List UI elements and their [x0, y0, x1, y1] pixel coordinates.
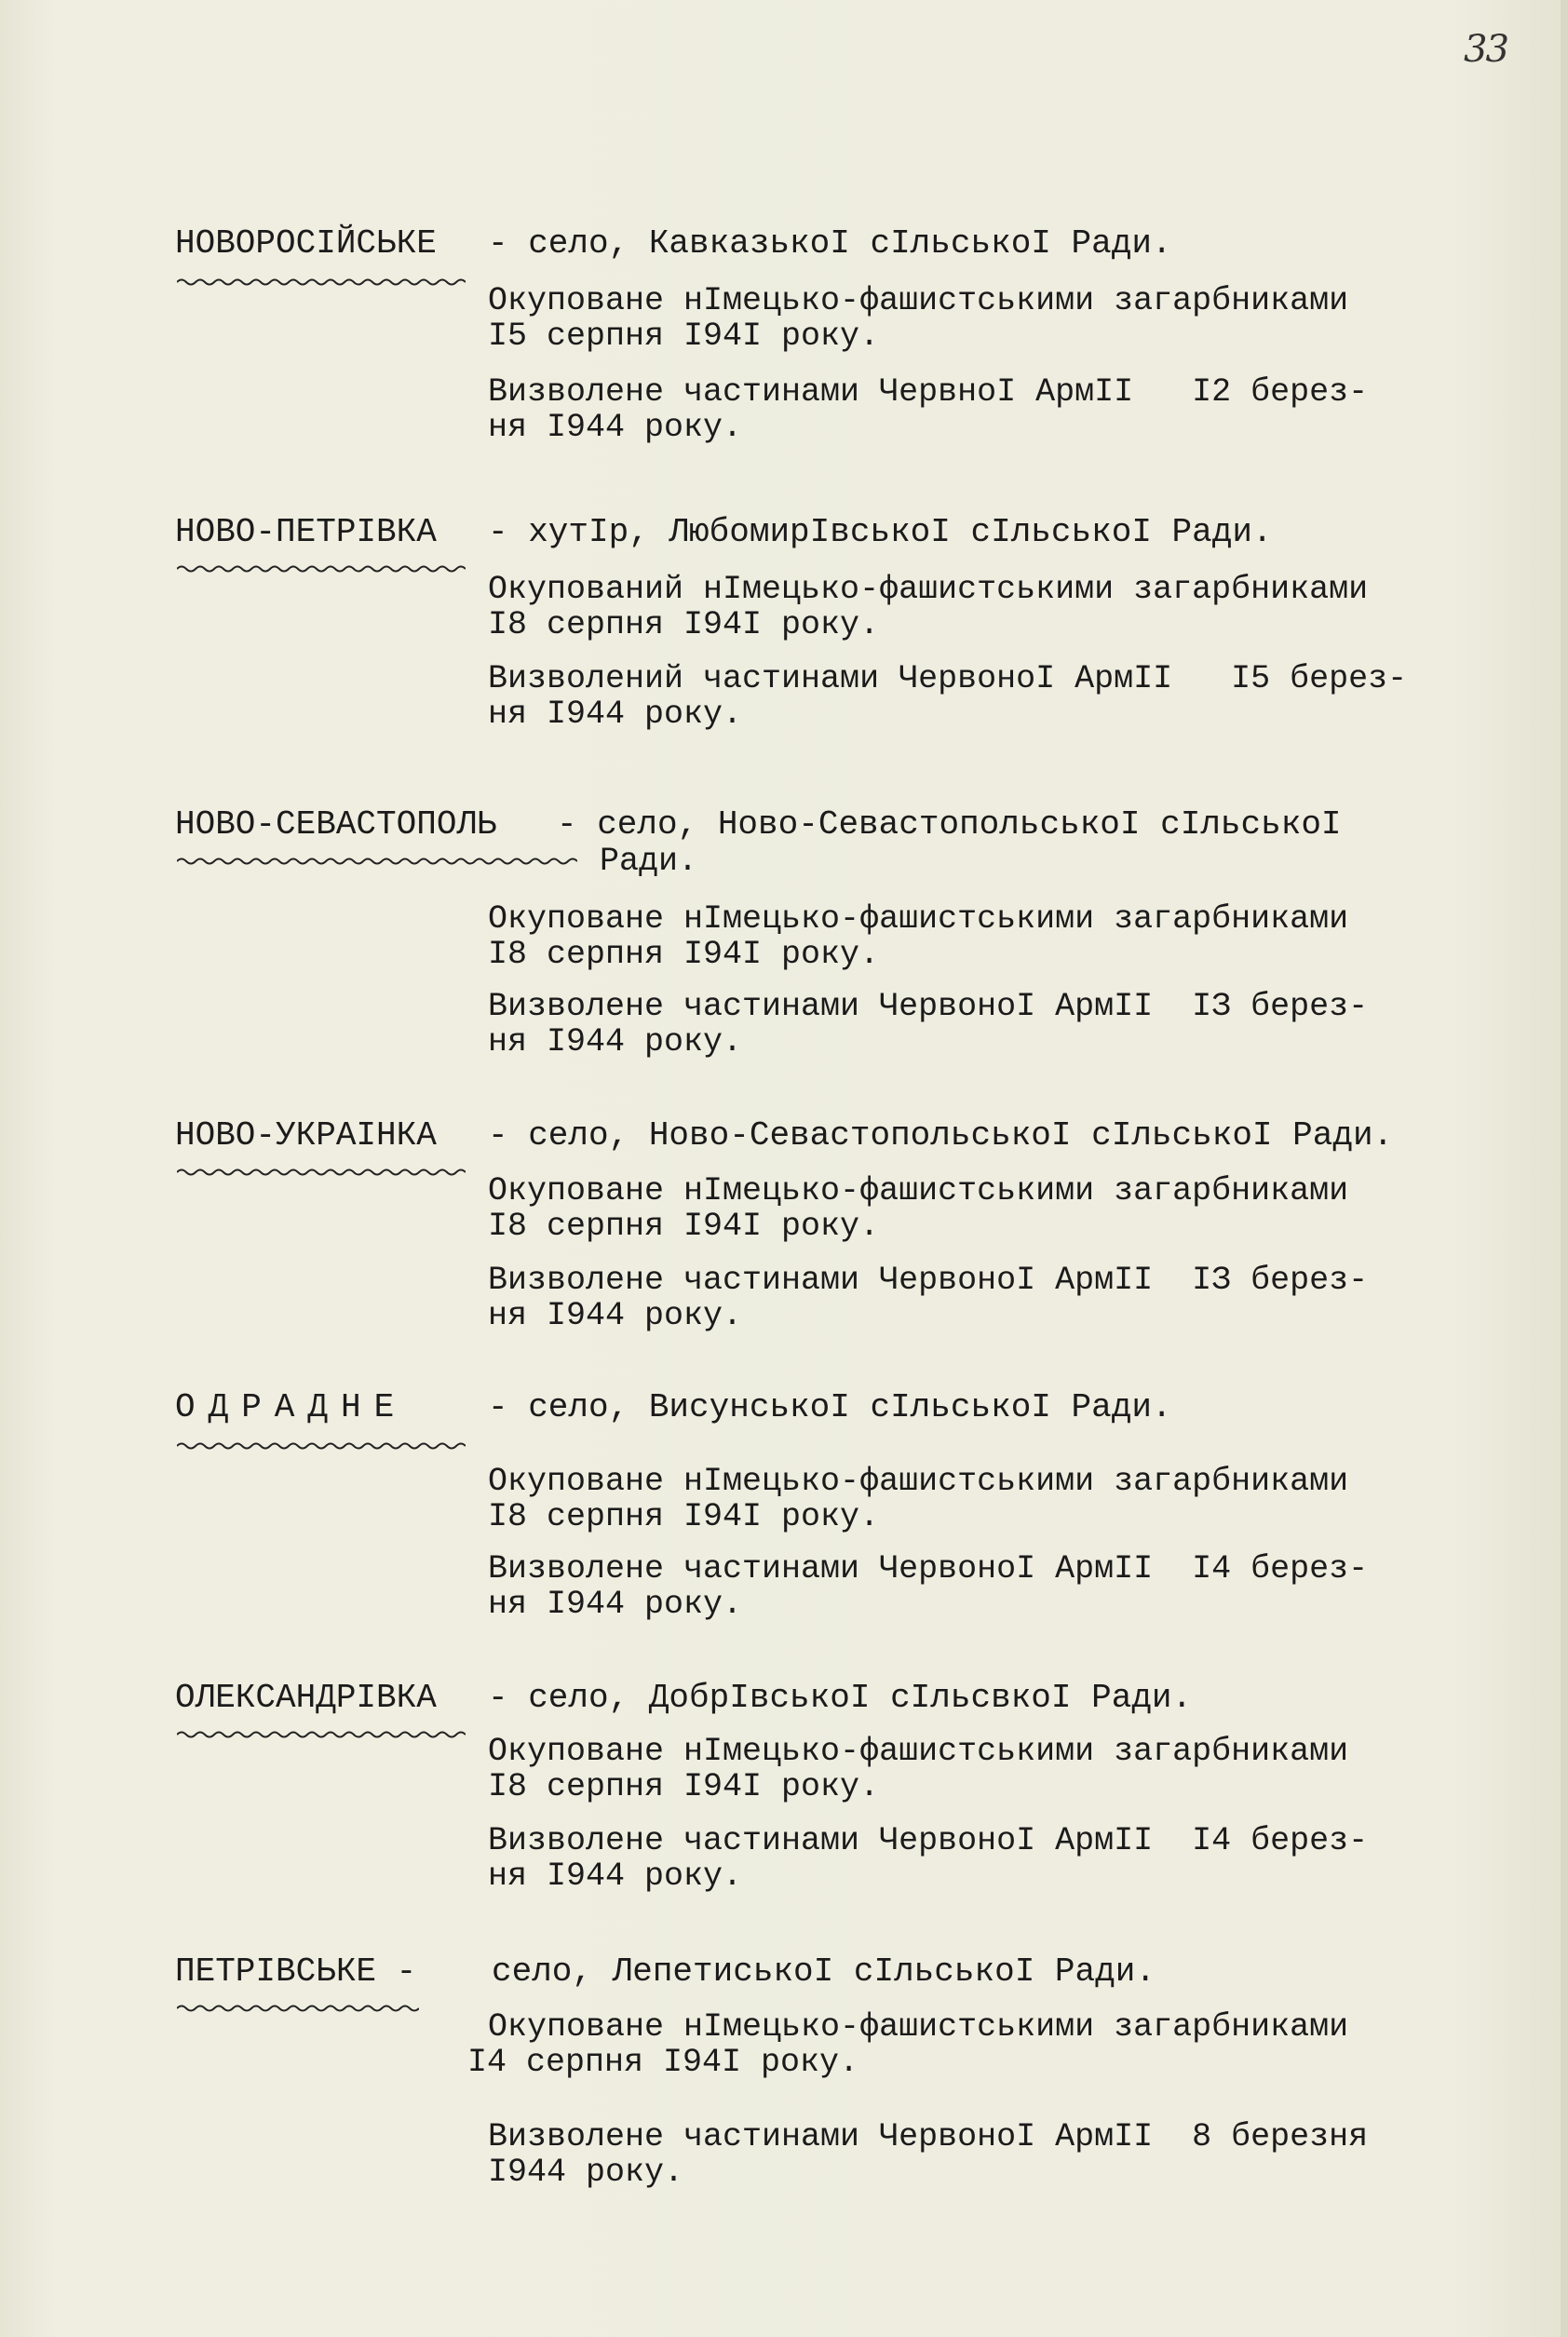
liberated-line-2: ня І944 року.: [488, 1857, 743, 1895]
occupied-line-1: Окуповане нІмецько-фашистськими загарбниками: [488, 900, 1349, 938]
entry-description: село, ЛепетиськоІ сІльськоІ Ради.: [492, 1952, 1156, 1991]
entry-name: НОВО-УКРАІНКА: [175, 1116, 437, 1155]
entry-description-cont: Ради.: [600, 843, 698, 880]
occupied-line-1: Окуповане нІмецько-фашистськими загарбниками: [488, 2008, 1349, 2046]
liberated-line-2: ня І944 року.: [488, 1023, 743, 1060]
liberated-line-1: Визволене частинами ЧервоноІ АрмІІ І4 берез-: [488, 1550, 1369, 1587]
liberated-line-1: Визволене частинами ЧервоноІ АрмІІ ІЗ берез-: [488, 1262, 1369, 1299]
entry-name: ПЕТРІВСЬКЕ -: [175, 1952, 417, 1991]
page-number: 33: [1464, 28, 1507, 71]
page-edge: [1561, 0, 1568, 2337]
entry-description: - село, Ново-СевастопольськоІ сІльськоІ Ради.: [488, 1116, 1394, 1155]
occupied-line-1: Окуповане нІмецько-фашистськими загарбниками: [488, 1463, 1349, 1500]
liberated-line-2: ня І944 року.: [488, 1586, 743, 1623]
liberated-line-1: Визволене частинами ЧервноІ АрмІІ І2 берез-: [488, 373, 1369, 411]
entry-name: ОЛЕКСАНДРІВКА: [175, 1679, 437, 1717]
entry-name: НОВО-ПЕТРІВКА: [175, 513, 437, 551]
occupied-line-2: І8 серпня І94І року.: [488, 1208, 880, 1245]
wavy-underline: [177, 564, 466, 574]
occupied-line-1: Окуповане нІмецько-фашистськими загарбниками: [488, 282, 1349, 319]
liberated-line-2: ня І944 року.: [488, 696, 743, 733]
wavy-underline: [177, 277, 466, 287]
occupied-line-2: І4 серпня І94І року.: [467, 2044, 859, 2081]
entry-description: - хутІр, ЛюбомирІвськоІ сІльськоІ Ради.: [488, 513, 1273, 551]
occupied-line-1: Окуповане нІмецько-фашистськими загарбниками: [488, 1733, 1349, 1770]
wavy-underline: [177, 857, 577, 866]
occupied-line-2: І8 серпня І94І року.: [488, 1498, 880, 1535]
entry-description: - село, ВисунськоІ сІльськоІ Ради.: [488, 1388, 1172, 1426]
liberated-line-2: ня І944 року.: [488, 409, 743, 446]
liberated-line-2: І944 року.: [488, 2154, 684, 2191]
wavy-underline: [177, 1730, 466, 1739]
entry-name: НОВО-СЕВАСТОПОЛЬ: [175, 805, 497, 844]
occupied-line-2: І8 серпня І94І року.: [488, 1768, 880, 1805]
entry-description: - село, КавказькоІ сІльськоІ Ради.: [488, 224, 1172, 263]
liberated-line-2: ня І944 року.: [488, 1297, 743, 1334]
occupied-line-1: Окуповане нІмецько-фашистськими загарбниками: [488, 1172, 1349, 1209]
occupied-line-2: І8 серпня І94І року.: [488, 936, 880, 973]
entry-description: - село, Ново-СевастопольськоІ сІльськоІ: [557, 805, 1342, 844]
entry-name: ОДРАДНЕ: [175, 1388, 408, 1426]
wavy-underline: [177, 1168, 466, 1177]
wavy-underline: [177, 2004, 419, 2013]
occupied-line-1: Окупований нІмецько-фашистськими загарбниками: [488, 571, 1369, 608]
liberated-line-1: Визволене частинами ЧервоноІ АрмІІ 8 березня: [488, 2118, 1369, 2155]
occupied-line-2: І8 серпня І94І року.: [488, 606, 880, 643]
wavy-underline: [177, 1441, 466, 1451]
liberated-line-1: Визволений частинами ЧервоноІ АрмІІ І5 берез-: [488, 660, 1408, 697]
entry-description: - село, ДобрІвськоІ сІльсвкоІ Ради.: [488, 1679, 1193, 1717]
occupied-line-2: І5 серпня І94І року.: [488, 317, 880, 355]
liberated-line-1: Визволене частинами ЧервоноІ АрмІІ ІЗ берез-: [488, 988, 1369, 1025]
entry-name: НОВОРОСІЙСЬКЕ: [175, 224, 437, 263]
liberated-line-1: Визволене частинами ЧервоноІ АрмІІ І4 берез-: [488, 1822, 1369, 1859]
